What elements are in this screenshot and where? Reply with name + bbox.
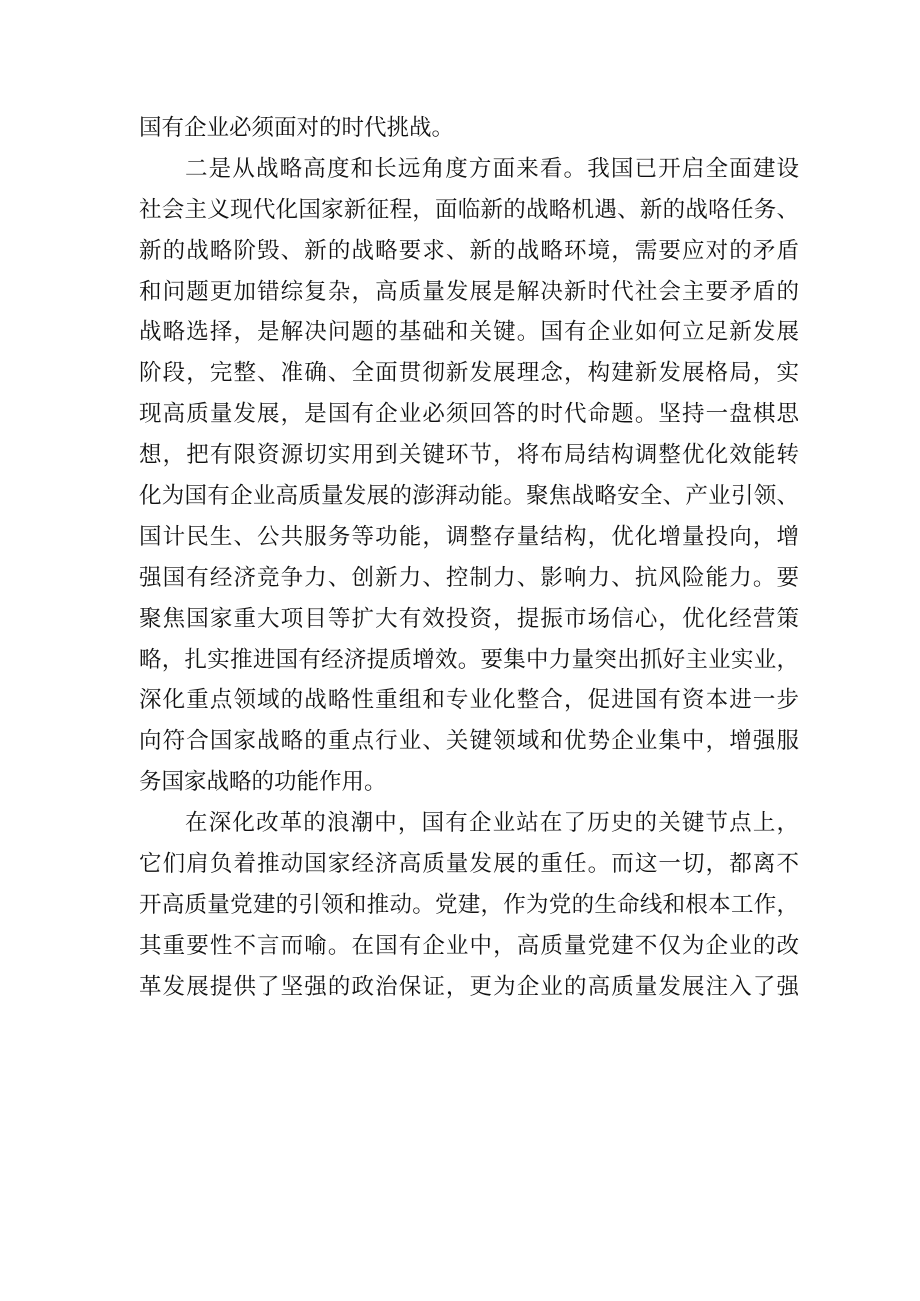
text-line: 略，扎实推进国有经济提质增效。要集中力量突出抓好主业实业， [139, 646, 799, 673]
text-line: 革发展提供了坚强的政治保证，更为企业的高质量发展注入了强 [139, 973, 799, 1000]
text-line: 和问题更加错综复杂，高质量发展是解决新时代社会主要矛盾的 [139, 278, 799, 305]
text-line: 现高质量发展，是国有企业必须回答的时代命题。坚持一盘棋思 [139, 401, 799, 428]
text-line: 其重要性不言而喻。在国有企业中，高质量党建不仅为企业的改 [139, 932, 799, 959]
text-line: 化为国有企业高质量发展的澎湃动能。聚焦战略安全、产业引领、 [139, 483, 799, 510]
text-line: 务国家战略的功能作用。 [139, 769, 387, 796]
text-line: 社会主义现代化国家新征程，面临新的战略机遇、新的战咯任务、 [139, 196, 799, 223]
text-line: 在深化改革的浪潮中，国有企业站在了历史的关键节点上， [185, 810, 799, 837]
text-line: 国有企业必须面对的时代挑战。 [139, 115, 455, 141]
text-line: 开高质量党建的引领和推动。党建，作为党的生命线和根本工作， [139, 891, 799, 918]
text-line: 二是从战略高度和长远角度方面来看。我国已开启全面建设 [185, 155, 799, 182]
text-line: 战略选择，是解决问题的基础和关键。国有企业如何立足新发展 [139, 319, 799, 346]
text-line: 想，把有限资源切实用到关键环节，将布局结构调整优化效能转 [139, 442, 799, 469]
text-line: 它们肩负着推动国家经济高质量发展的重任。而这一切，都离不 [139, 851, 799, 878]
text-line: 向符合国家战略的重点行业、关键领域和优势企业集中，增强服 [139, 728, 799, 755]
text-line: 国计民生、公共服务等功能，调整存量结构，优化增量投向，增 [139, 523, 799, 550]
text-line: 阶段，完整、准确、全面贯彻新发展理念，构建新发展格局，实 [139, 360, 799, 387]
text-line: 强国有经济竞争力、创新力、控制力、影响力、抗风险能力。要 [139, 564, 799, 591]
text-line: 聚焦国家重大项目等扩大有效投资，提振市场信心，优化经营策 [139, 605, 799, 632]
text-line: 新的战略阶毁、新的战略要求、新的战略环境，需要应对的矛盾 [139, 237, 799, 264]
text-line: 深化重点领域的战略性重组和专业化整合，促进国有资本进一步 [139, 687, 799, 714]
body-text [139, 108, 799, 1008]
